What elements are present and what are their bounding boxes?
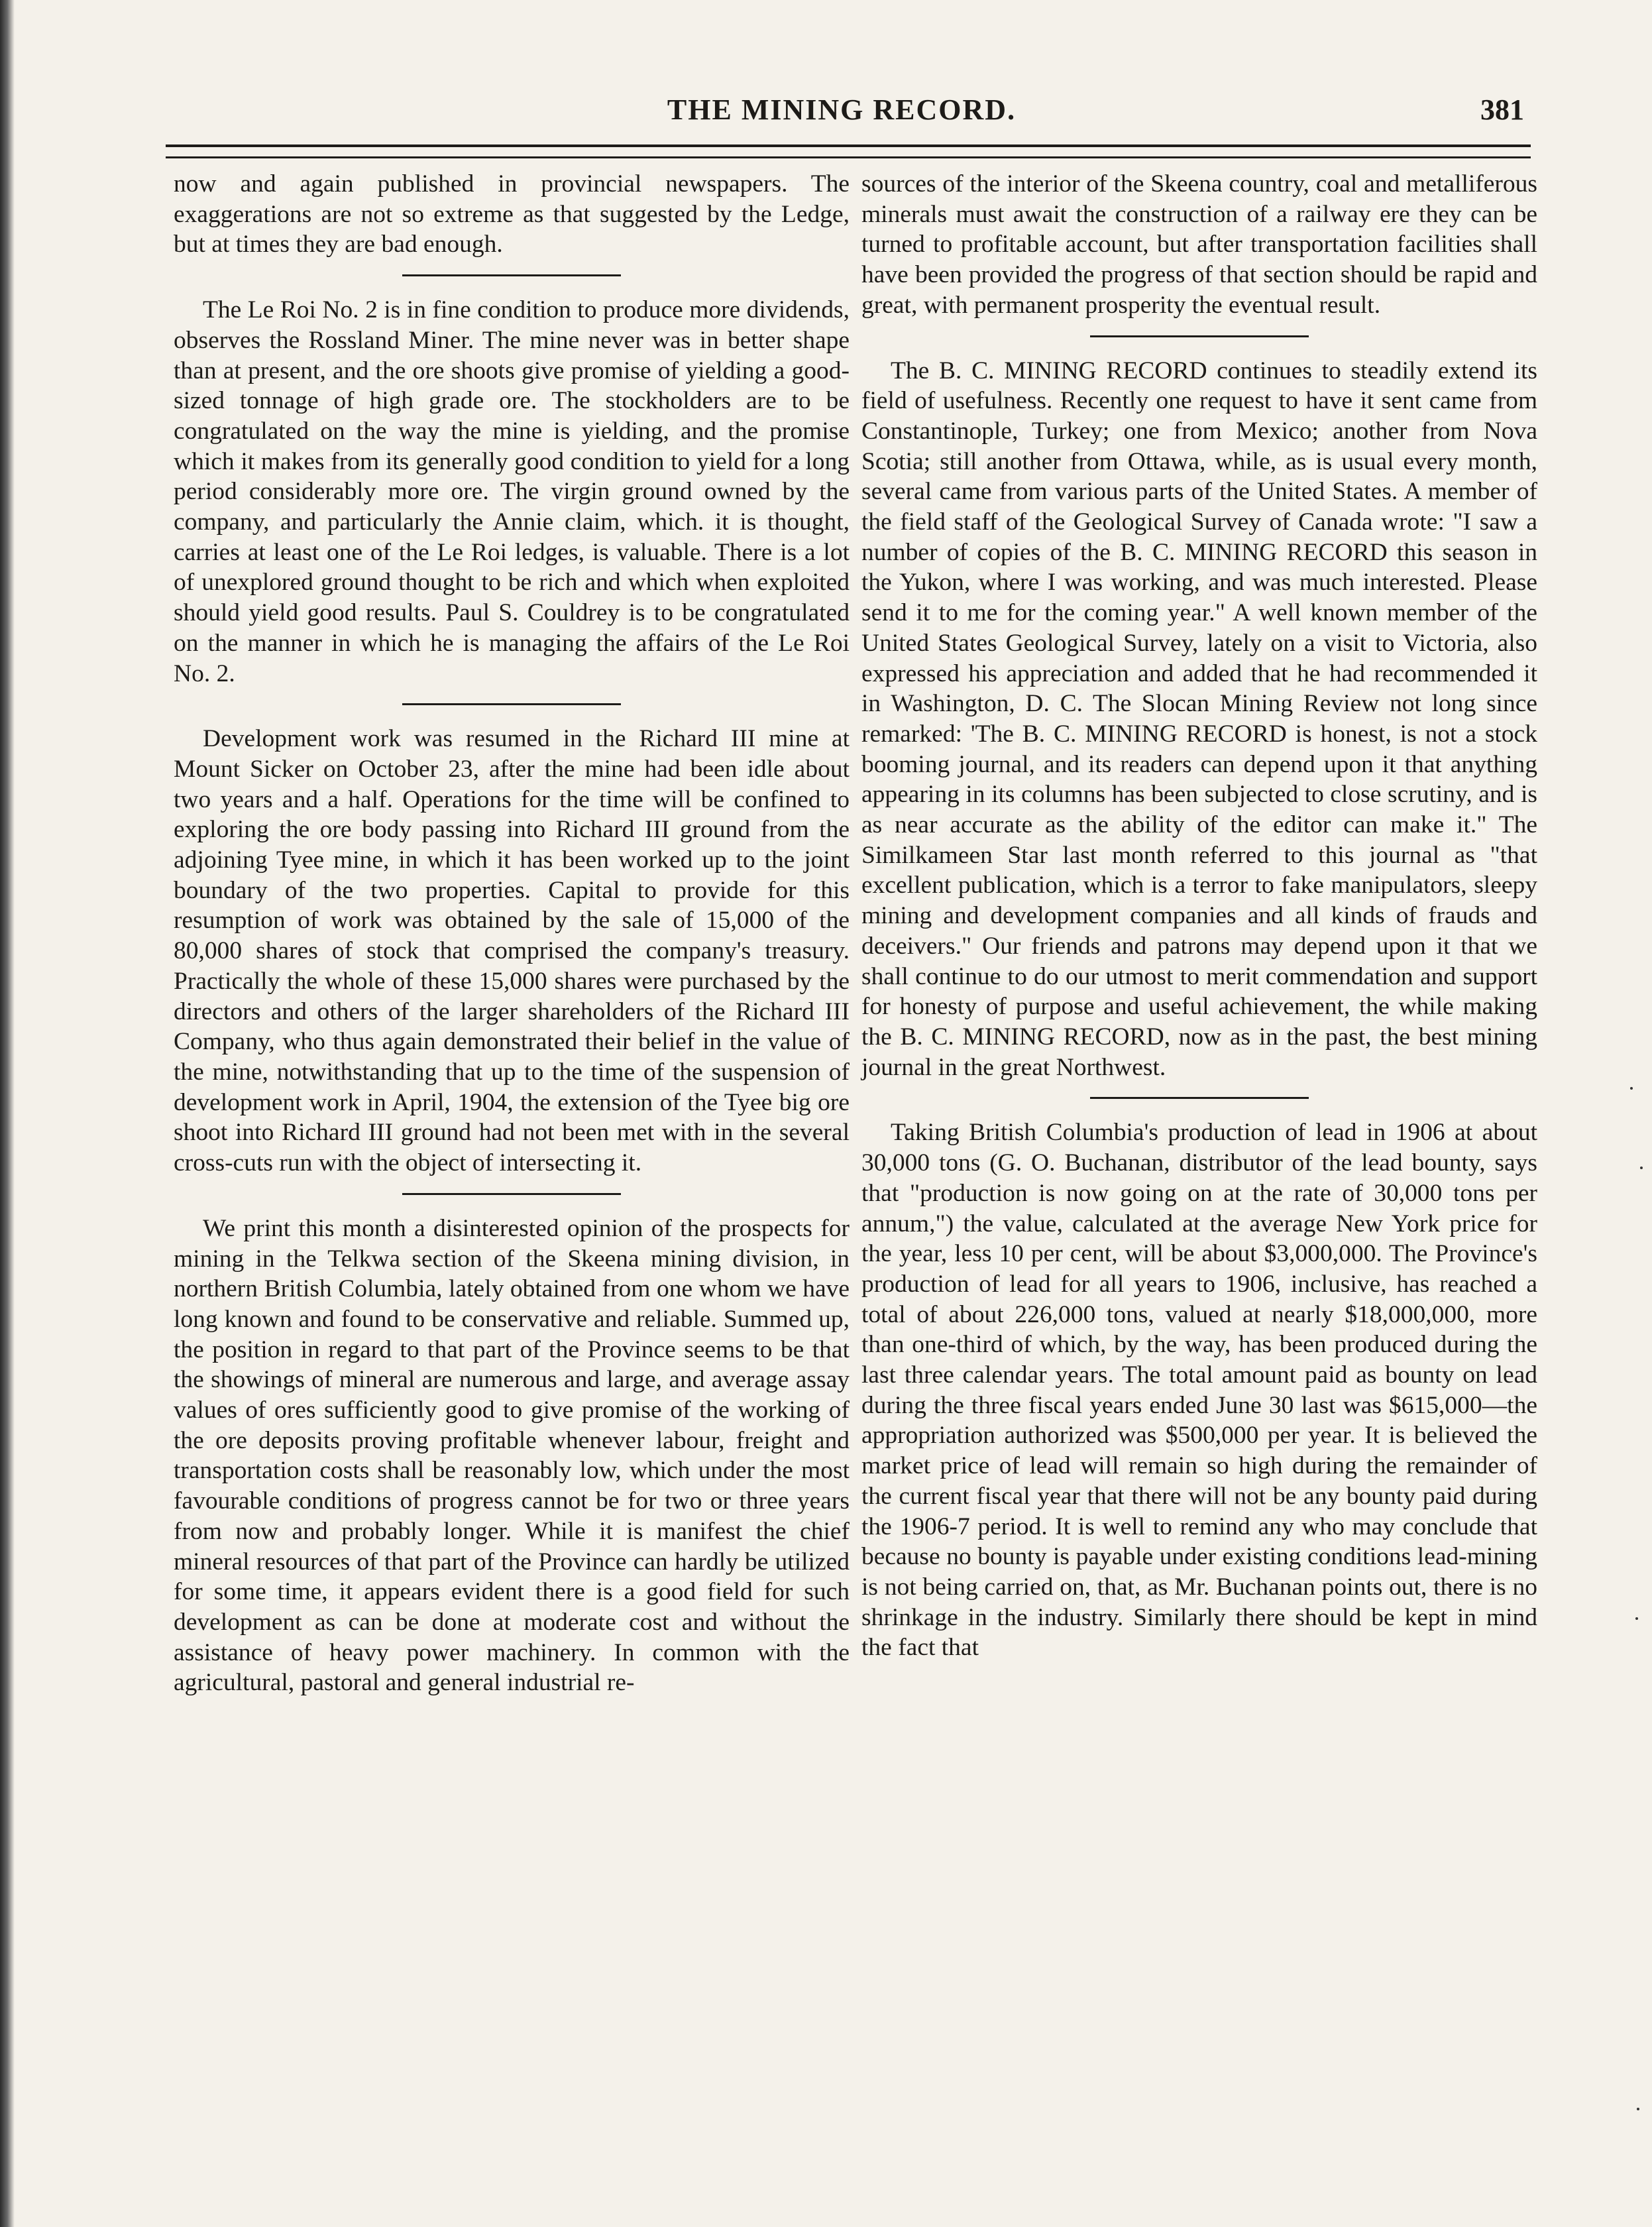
paragraph-ledge-note: now and again published in provincial newspapers. The exaggerations are not so extreme as that suggested by the Ledge, but at times they are bad enough. bbox=[174, 170, 850, 258]
scan-binding-edge bbox=[0, 0, 15, 2227]
paragraph-le-roi: The Le Roi No. 2 is in fine condition to produce more dividends, observes the Rossland Miner. The mine never was in better shape than at present, and the ore shoots give promise of yielding a good-sized tonnage of high grade ore. The stockholders are to be congratulated on the way the mine is yielding, and the promise which it makes from its generally good condition to yield for a long period considerably more ore. The virgin ground owned by the company, and particularly the Annie claim, which. it is thought, carries at least one of the Le Roi ledges, is valuable. There is a lot of unexplored ground thought to be rich and which when exploited should yield good results. Paul S. Couldrey is to be congratulated on the manner in which he is managing the affairs of the Le Roi No. 2. bbox=[174, 296, 850, 687]
running-title: THE MINING RECORD. bbox=[667, 93, 1017, 126]
section-divider bbox=[1090, 335, 1309, 337]
scan-speck bbox=[1630, 1087, 1633, 1090]
right-column bbox=[861, 169, 1537, 1663]
running-header bbox=[152, 93, 1531, 139]
left-column bbox=[174, 169, 850, 1698]
paragraph-telkwa: We print this month a disinterested opinion of the prospects for mining in the Telkwa section of the Skeena mining division, in northern British Columbia, lately obtained from one whom we have long known and found to be conservative and reliable. Summed up, the position in regard to that part of the Province seems to be that the showings of mineral are numerous and large, and average assay values of ores sufficiently good to give promise of the working of the ore deposits proving profitable whenever labour, freight and transportation costs shall be reasonably low, which under the most favourable conditions of progress cannot be for two or three years from now and probably longer. While it is manifest the chief mineral resources of that part of the Province can hardly be utilized for some time, it appears evident there is a good field for such development as can be done at moderate cost and without the assistance of heavy power machinery. In common with the agricultural, pastoral and general industrial re- bbox=[174, 1214, 850, 1697]
page-number: 381 bbox=[1480, 93, 1524, 126]
section-divider bbox=[402, 703, 621, 705]
paragraph-mining-record: The B. C. MINING RECORD continues to steadily extend its field of usefulness. Recently one request to have it sent came from Constantinople, Turkey; one from Mexico; another from Nova Scotia; still another from Ottawa, while, as is usual every month, several came from various parts of the United States. A member of the field staff of the Geological Survey of Canada wrote: "I saw a number of copies of the B. C. MINING RECORD this season in the Yukon, where I was working, and was much interested. Please send it to me for the coming year." A well known member of the United States Geological Survey, lately on a visit to Victoria, also expressed his appreciation and added that he had recommended it in Washington, D. C. The Slocan Mining Review not long since remarked: 'The B. C. MINING RECORD is honest, is not a stock booming journal, and its readers can depend upon it that anything appearing in its columns has been subjected to close scrutiny, and is as near accurate as the ability of the editor can make it." The Similkameen Star last month referred to this journal as "that excellent publication, which is a terror to fake manipulators, sleepy mining and development companies and all kinds of frauds and deceivers." Our friends and patrons may depend upon it that we shall continue to do our utmost to merit commendation and support for honesty of purpose and useful achievement, the while making the B. C. MINING RECORD, now as in the past, the best mining journal in the great Northwest. bbox=[861, 357, 1537, 1081]
section-divider bbox=[402, 1193, 621, 1195]
scan-speck bbox=[1635, 1617, 1638, 1620]
header-rule bbox=[166, 144, 1531, 158]
scan-speck bbox=[1640, 1167, 1643, 1169]
paragraph-richard-iii: Development work was resumed in the Richard III mine at Mount Sicker on October 23, after the mine had been idle about two years and a half. Operations for the time will be confined to exploring the ore body passing into Richard III ground from the adjoining Tyee mine, in which it has been worked up to the joint boundary of the two properties. Capital to provide for this resumption of work was obtained by the sale of 15,000 of the 80,000 shares of stock that comprised the company's treasury. Practically the whole of these 15,000 shares were purchased by the directors and others of the larger shareholders of the Richard III Company, who thus again demonstrated their belief in the value of the mine, notwithstanding that up to the time of the suspension of development work in April, 1904, the extension of the Tyee big ore shoot into Richard III ground had not been met with in the several cross-cuts run with the object of intersecting it. bbox=[174, 725, 850, 1177]
paragraph-skeena-continued: sources of the interior of the Skeena country, coal and metalliferous minerals must await the construction of a railway ere they can be turned to profitable account, but after transportation facilities shall have been provided the progress of that section should be rapid and great, with permanent prosperity the eventual result. bbox=[861, 170, 1537, 319]
scan-speck bbox=[1637, 2108, 1639, 2110]
section-divider bbox=[402, 274, 621, 276]
section-divider bbox=[1090, 1097, 1309, 1099]
paragraph-lead-production: Taking British Columbia's production of lead in 1906 at about 30,000 tons (G. O. Buchanan, distributor of the lead bounty, says that "production is now going on at the rate of 30,000 tons per annum,") the value, calculated at the average New York price for the year, less 10 per cent, will be about $3,000,000. The Province's production of lead for all years to 1906, inclusive, has reached a total of about 226,000 tons, valued at nearly $18,000,000, more than one-third of which, by the way, has been produced during the last three calendar years. The total amount paid as bounty on lead during the three fiscal years ended June 30 last was $615,000—the appropriation authorized was $500,000 per year. It is believed the market price of lead will remain so high during the remainder of the current fiscal year that there will not be any bounty paid during the 1906-7 period. It is well to remind any who may conclude that because no bounty is payable under existing conditions lead-mining is not being carried on, that, as Mr. Buchanan points out, there is no shrinkage in the industry. Similarly there should be kept in mind the fact that bbox=[861, 1119, 1537, 1662]
